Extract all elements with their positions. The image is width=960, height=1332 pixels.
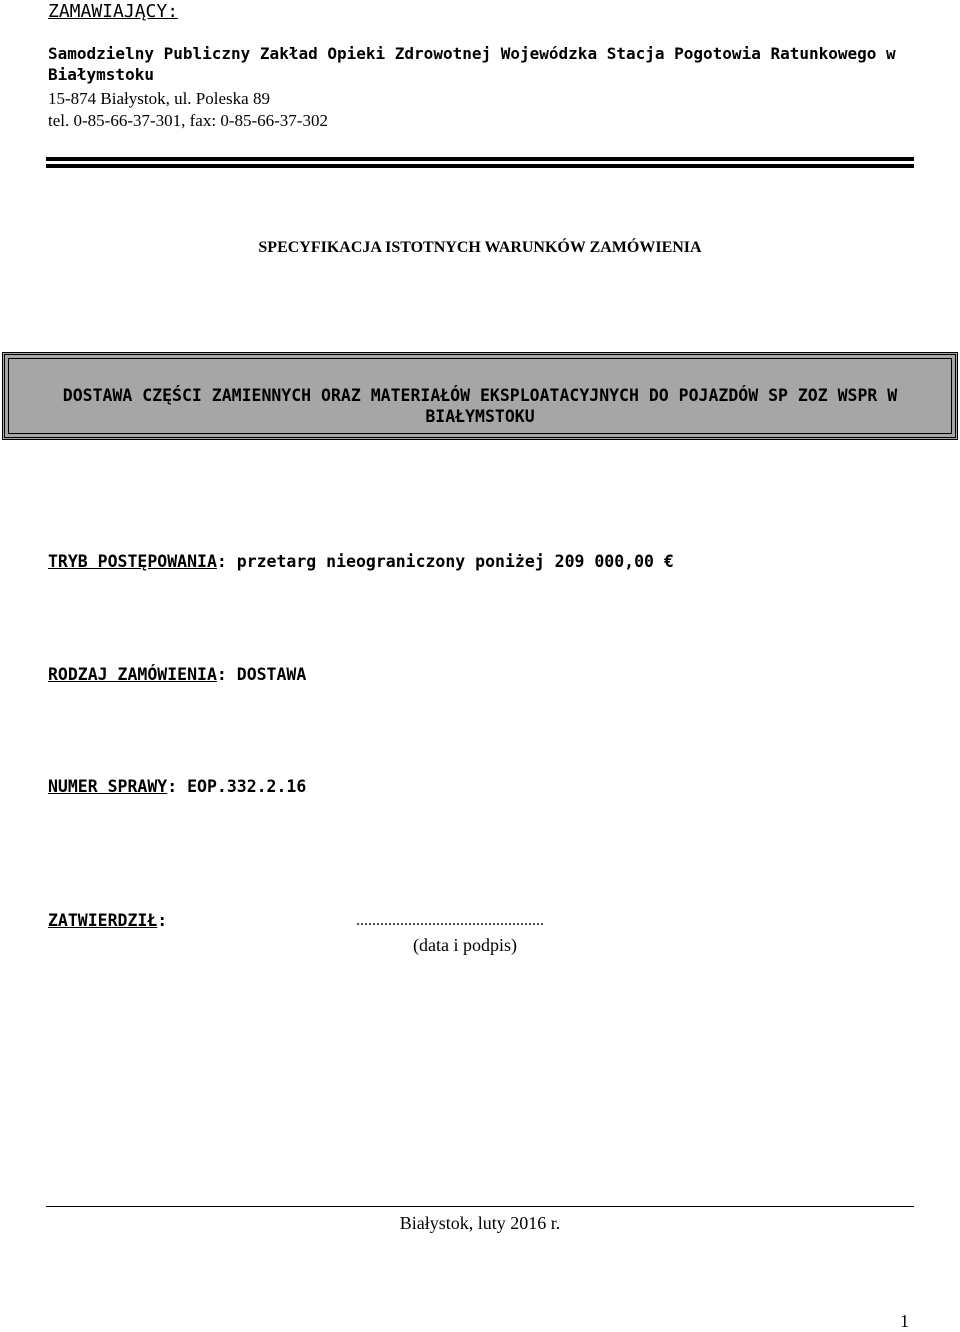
- place-and-date: Białystok, luty 2016 r.: [399, 1213, 561, 1233]
- case-number-label: NUMER SPRAWY: [48, 777, 168, 796]
- signature-caption: (data i podpis): [413, 935, 517, 955]
- orderer-label: ZAMAWIAJĄCY:: [48, 1, 179, 22]
- document-title: SPECYFIKACJA ISTOTNYCH WARUNKÓW ZAMÓWIENIA: [258, 239, 702, 256]
- order-subject: DOSTAWA CZĘŚCI ZAMIENNYCH ORAZ MATERIAŁÓW EKSPLOATACYJNYCH DO POJAZDÓW SP ZOZ WSPR W BIAŁYMSTOKU: [62, 386, 898, 426]
- approved-by-colon: :: [157, 911, 168, 930]
- orderer-phone-fax: tel. 0-85-66-37-301, fax: 0-85-66-37-302: [48, 111, 328, 130]
- orderer-address: 15-874 Białystok, ul. Poleska 89: [48, 89, 270, 108]
- approved-by-label: ZATWIERDZIŁ: [48, 911, 158, 930]
- case-number-value: : EOP.332.2.16: [167, 777, 307, 796]
- header-divider-top: [46, 157, 914, 161]
- footer-divider: [46, 1206, 914, 1207]
- case-number: [48, 776, 306, 798]
- procedure-mode-value: : przetarg nieograniczony poniżej 209 000,00 €: [216, 552, 674, 571]
- subject-box: [2, 352, 958, 440]
- orderer-name: Samodzielny Publiczny Zakład Opieki Zdrowotnej Wojewódzka Stacja Pogotowia Ratunkowego w Białymstoku: [48, 44, 896, 84]
- signature-line: ...............................................: [356, 912, 544, 929]
- page-number: 1: [900, 1311, 909, 1331]
- approved-by: [48, 910, 167, 932]
- order-type: [48, 664, 306, 686]
- order-type-value: : DOSTAWA: [216, 665, 307, 684]
- procedure-mode: [48, 551, 674, 573]
- order-type-label: RODZAJ ZAMÓWIENIA: [48, 665, 217, 684]
- procedure-mode-label: TRYB POSTĘPOWANIA: [48, 552, 217, 571]
- header-divider-bottom: [46, 164, 914, 168]
